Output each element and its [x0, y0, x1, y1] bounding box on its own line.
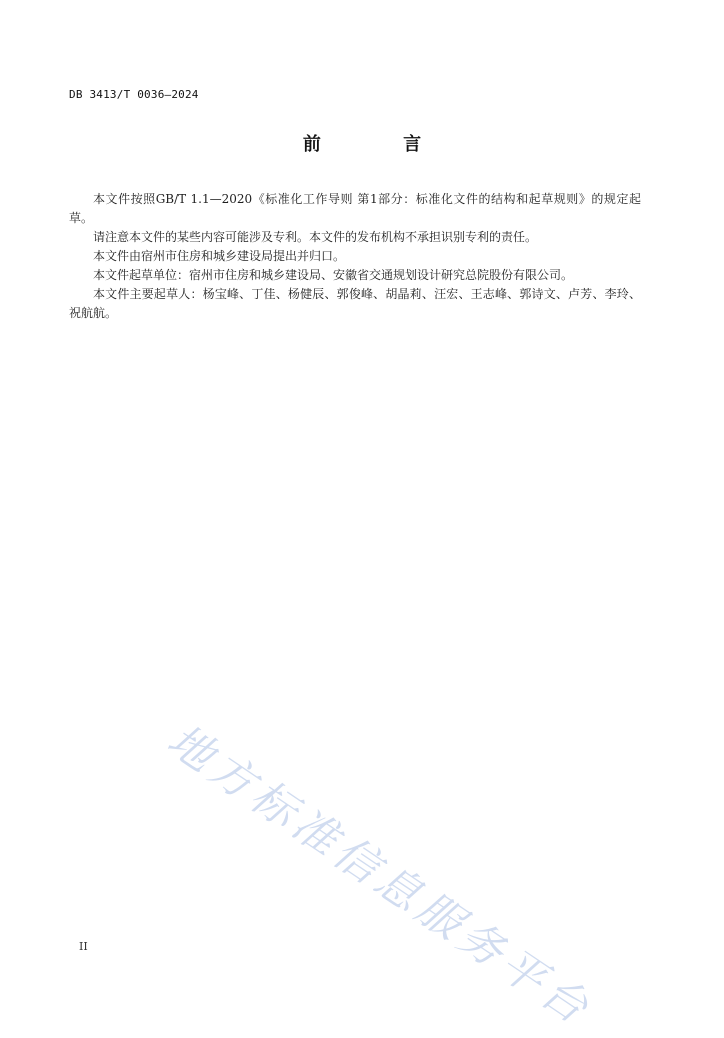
foreword-body: [69, 190, 641, 323]
paragraph-drafters: 本文件主要起草人：杨宝峰、丁佳、杨健辰、郭俊峰、胡晶莉、汪宏、王志峰、郭诗文、卢芳、李玲、祝航航。: [69, 287, 641, 320]
page-number: II: [79, 940, 88, 953]
page-title: 前 言: [302, 134, 460, 155]
paragraph-proposer: 本文件由宿州市住房和城乡建设局提出并归口。: [93, 249, 346, 263]
paragraph-drafting-units: 本文件起草单位：宿州市住房和城乡建设局、安徽省交通规划设计研究总院股份有限公司。: [93, 268, 574, 282]
watermark: 地方标准信息服务平台: [158, 714, 602, 1037]
paragraph-drafting-basis: 本文件按照GB/T 1.1—2020《标准化工作导则 第1部分：标准化文件的结构和起草规则》的规定起草。: [69, 192, 641, 225]
paragraph-patent-notice: 请注意本文件的某些内容可能涉及专利。本文件的发布机构不承担识别专利的责任。: [93, 230, 538, 244]
standard-code: DB 3413/T 0036—2024: [69, 88, 199, 101]
